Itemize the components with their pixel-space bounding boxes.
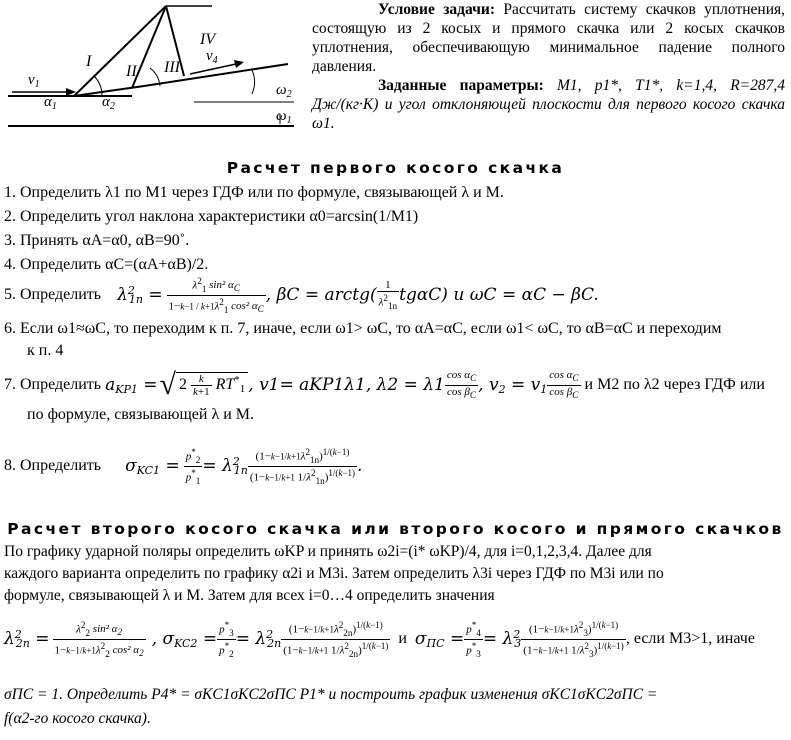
section1-heading: Расчет первого косого скачка xyxy=(226,159,565,177)
v2-fraction: $\frac{\cos \alpha_C}{\cos \beta_C}$ xyxy=(549,369,579,400)
label-v1: $v_1$ xyxy=(28,72,40,90)
akp1-formula: $a_{KP1}$ = xyxy=(105,374,158,396)
sqrt-body: 2 $\frac{k}{k+1}$ $RT^*_1$ xyxy=(176,372,248,398)
label-I: I xyxy=(86,53,92,70)
section2-line-6: f(α2-го косого скачка). xyxy=(4,710,151,727)
label-v4: $v_4$ xyxy=(206,48,218,66)
lambda-2n-formula: $\lambda^2_{2n}$ = xyxy=(4,628,50,650)
lambda-1n-term: = $\lambda^2_{1n}$ xyxy=(202,455,248,477)
step-7 xyxy=(4,365,765,405)
step-7-mid: , v1= aKP1λ1, λ2 = λ1 xyxy=(248,375,445,395)
label-IV: IV xyxy=(200,31,216,48)
section2-line-2: каждого варианта определить по графику α2i и M3i. Затем определить λ3i через ГДФ по M3i или по xyxy=(4,565,664,582)
step-5-tail: tgαC) и ωC = αC − βC. xyxy=(399,285,599,305)
step-5 xyxy=(4,275,599,315)
step-8-prefix: 8. Определить xyxy=(4,457,102,474)
shock-diagram xyxy=(4,2,304,132)
sigma-kc1-fraction: $\frac{(1-k-1/k+1\lambda^2_{1n})^{1/(k-1)}}{(1-k-1/k+1 1/\lambda^2_{1n})^{1/(k-1)}}$ xyxy=(249,446,355,486)
label-III: III xyxy=(164,59,180,76)
step-5-prefix: 5. Определить xyxy=(4,286,102,303)
omega2-arc xyxy=(252,70,255,94)
problem-condition xyxy=(312,0,785,133)
v4-arrowhead xyxy=(234,60,244,68)
step-4: 4. Определить αC=(αA+αB)/2. xyxy=(4,256,209,273)
section2-formulas: $\lambda^2_{2n}$ = $\frac{\lambda^2_2 \sin^2 \alpha_2}{1-k-1/k+1\lambda^2_2 \cos^2 \alpha_2}$ , $\sigma_{KC2}$ = $\frac{p^*_3}{p^*_2}$ = $\lambda^2_{2n}$ $\frac{(1-k-1/k+1\lambda^2_{2n})^{1/(k-1)}}{(1-k-1/k+1 1/\lambda^2_{2n})^{1/(k-1)}}$ и $\sigma_{ПС}$ = $\frac{p^*_4}{p^*_3}$ = $\lambda^2_3$ $\frac{(1-k-1/k+1\lambda^2_3)^{1/(k-1)}}{(1-k-1/k+1 1/\lambda^2_3)^{1/(k-1)}}$ , если M3>1, иначе xyxy=(4,619,755,659)
label-omega1: $\omega_1$ xyxy=(276,108,292,126)
shock-2 xyxy=(132,6,166,88)
label-alpha2: $\alpha_2$ xyxy=(102,94,115,112)
label-II: II xyxy=(126,63,137,80)
sigma-kc2-formula: , $\sigma_{KC2}$ = xyxy=(151,628,218,650)
step-8: 8. Определить $\sigma_{KC1}$ = $\frac{p^*_2}{p^*_1}$ = $\lambda^2_{1n}$ $\frac{(1-k-1/k+1\lambda^2_{1n})^{1/(k-1)}}{(1-k-1/k+1 1/\lambda^2_{1n})^{1/(k-1)}}$ . xyxy=(4,446,363,486)
step-6: 6. Если ω1≈ωC, то переходим к п. 7, иначе, если ω1> ωC, то αA=αC, если ω1< ωC, то αB=αC и переходим xyxy=(4,320,722,337)
step-7-tail: и M2 по λ2 через ГДФ или xyxy=(584,376,765,393)
params-text: M1, p1*, T1*, k=1,4, R=287,4 Дж/(кг·К) и угол отклоняющей плоскости для первого косого скачка ω1. xyxy=(312,77,785,132)
lambda-1n-formula: $\lambda^2_{1n}$ = xyxy=(117,284,163,306)
step-7-continued: по формуле, связывающей λ и M. xyxy=(27,406,254,423)
condition-text: Рассчитать систему скачков уплотнения, состоящую из 2 косых и прямого скачка или 2 косых скачков уплотнения, обеспечивающую минимальное падение полного давления. xyxy=(312,1,786,75)
step-1: 1. Определить λ1 по M1 через ГДФ или по формуле, связывающей λ и M. xyxy=(4,184,504,201)
lambda-2n-term: = $\lambda^2_{2n}$ xyxy=(235,628,282,650)
lambda-2n-fraction: $\frac{\lambda^2_2 \sin^2 \alpha_2}{1-k-1/k+1\lambda^2_2 \cos^2 \alpha_2}$ xyxy=(54,619,144,659)
section2-heading: Расчет второго косого скачка или второго косого и прямого скачков xyxy=(7,520,784,538)
label-omega2: $\omega_2$ xyxy=(276,82,292,100)
step-7-prefix: 7. Определить xyxy=(4,376,102,393)
section2-line-5: σПС = 1. Определить P4* = σKC1σKC2σПС P1* и построить график изменения σKC1σKC2σПС = xyxy=(4,686,658,703)
params-paragraph xyxy=(312,76,785,133)
condition-title: Условие задачи: xyxy=(378,1,495,18)
p-ratio-3: $\frac{p^*_4}{p^*_3}$ xyxy=(466,619,481,659)
lambda-3-term: = $\lambda^2_3$ xyxy=(482,628,522,650)
step-3: 3. Принять αA=α0, αB=90˚. xyxy=(4,232,190,249)
sigma-kc1-formula: $\sigma_{KC1}$ = xyxy=(125,455,180,477)
sigma-kc2-fraction: $\frac{(1-k-1/k+1\lambda^2_{2n})^{1/(k-1)}}{(1-k-1/k+1 1/\lambda^2_{2n})^{1/(k-1)}}$ xyxy=(283,619,389,659)
section2-line-3: формуле, связывающей λ и M. Затем для всех i=0…4 определить значения xyxy=(4,587,495,604)
lambda2-fraction: $\frac{\cos \alpha_C}{\cos \beta_C}$ xyxy=(446,369,477,400)
condition-paragraph xyxy=(312,0,785,76)
p-ratio-1: $\frac{p^*_2}{p^*_1}$ xyxy=(185,446,201,486)
section2-line-4-tail: , если M3>1, иначе xyxy=(625,630,755,647)
lambda-1n-fraction: $\frac{\lambda^2_1 \sin^2 \alpha_C}{1-k-1 / k+1\lambda^2_1 \cos^2 \alpha_C}$ xyxy=(168,275,264,315)
step-5-mid: , βC = arctg( xyxy=(265,285,377,305)
v2-formula: , $v_2 = v_1$ xyxy=(478,374,548,396)
sqrt-sign: √ xyxy=(159,368,176,401)
sigma-ps-formula: $\sigma_{ПС}$ = xyxy=(414,628,465,650)
beta-fraction: $\frac{1}{\lambda^2_{1n}}$ xyxy=(378,278,398,311)
params-title: Заданные параметры: xyxy=(378,77,544,94)
step-6-continued: к п. 4 xyxy=(27,342,64,359)
p-ratio-2: $\frac{p^*_3}{p^*_2}$ xyxy=(219,619,234,659)
section2-line-1: По графику ударной поляры определить ωKP и принять ω2i=(i* ωKP)/4, для i=0,1,2,3,4. Далее для xyxy=(4,543,652,560)
shock-1 xyxy=(74,6,166,96)
sigma-ps-fraction: $\frac{(1-k-1/k+1\lambda^2_3)^{1/(k-1)}}{(1-k-1/k+1 1/\lambda^2_3)^{1/(k-1)}}$ xyxy=(523,619,624,659)
step-2: 2. Определить угол наклона характеристики α0=arcsin(1/M1) xyxy=(4,208,419,225)
label-alpha1: $\alpha_1$ xyxy=(44,94,57,112)
